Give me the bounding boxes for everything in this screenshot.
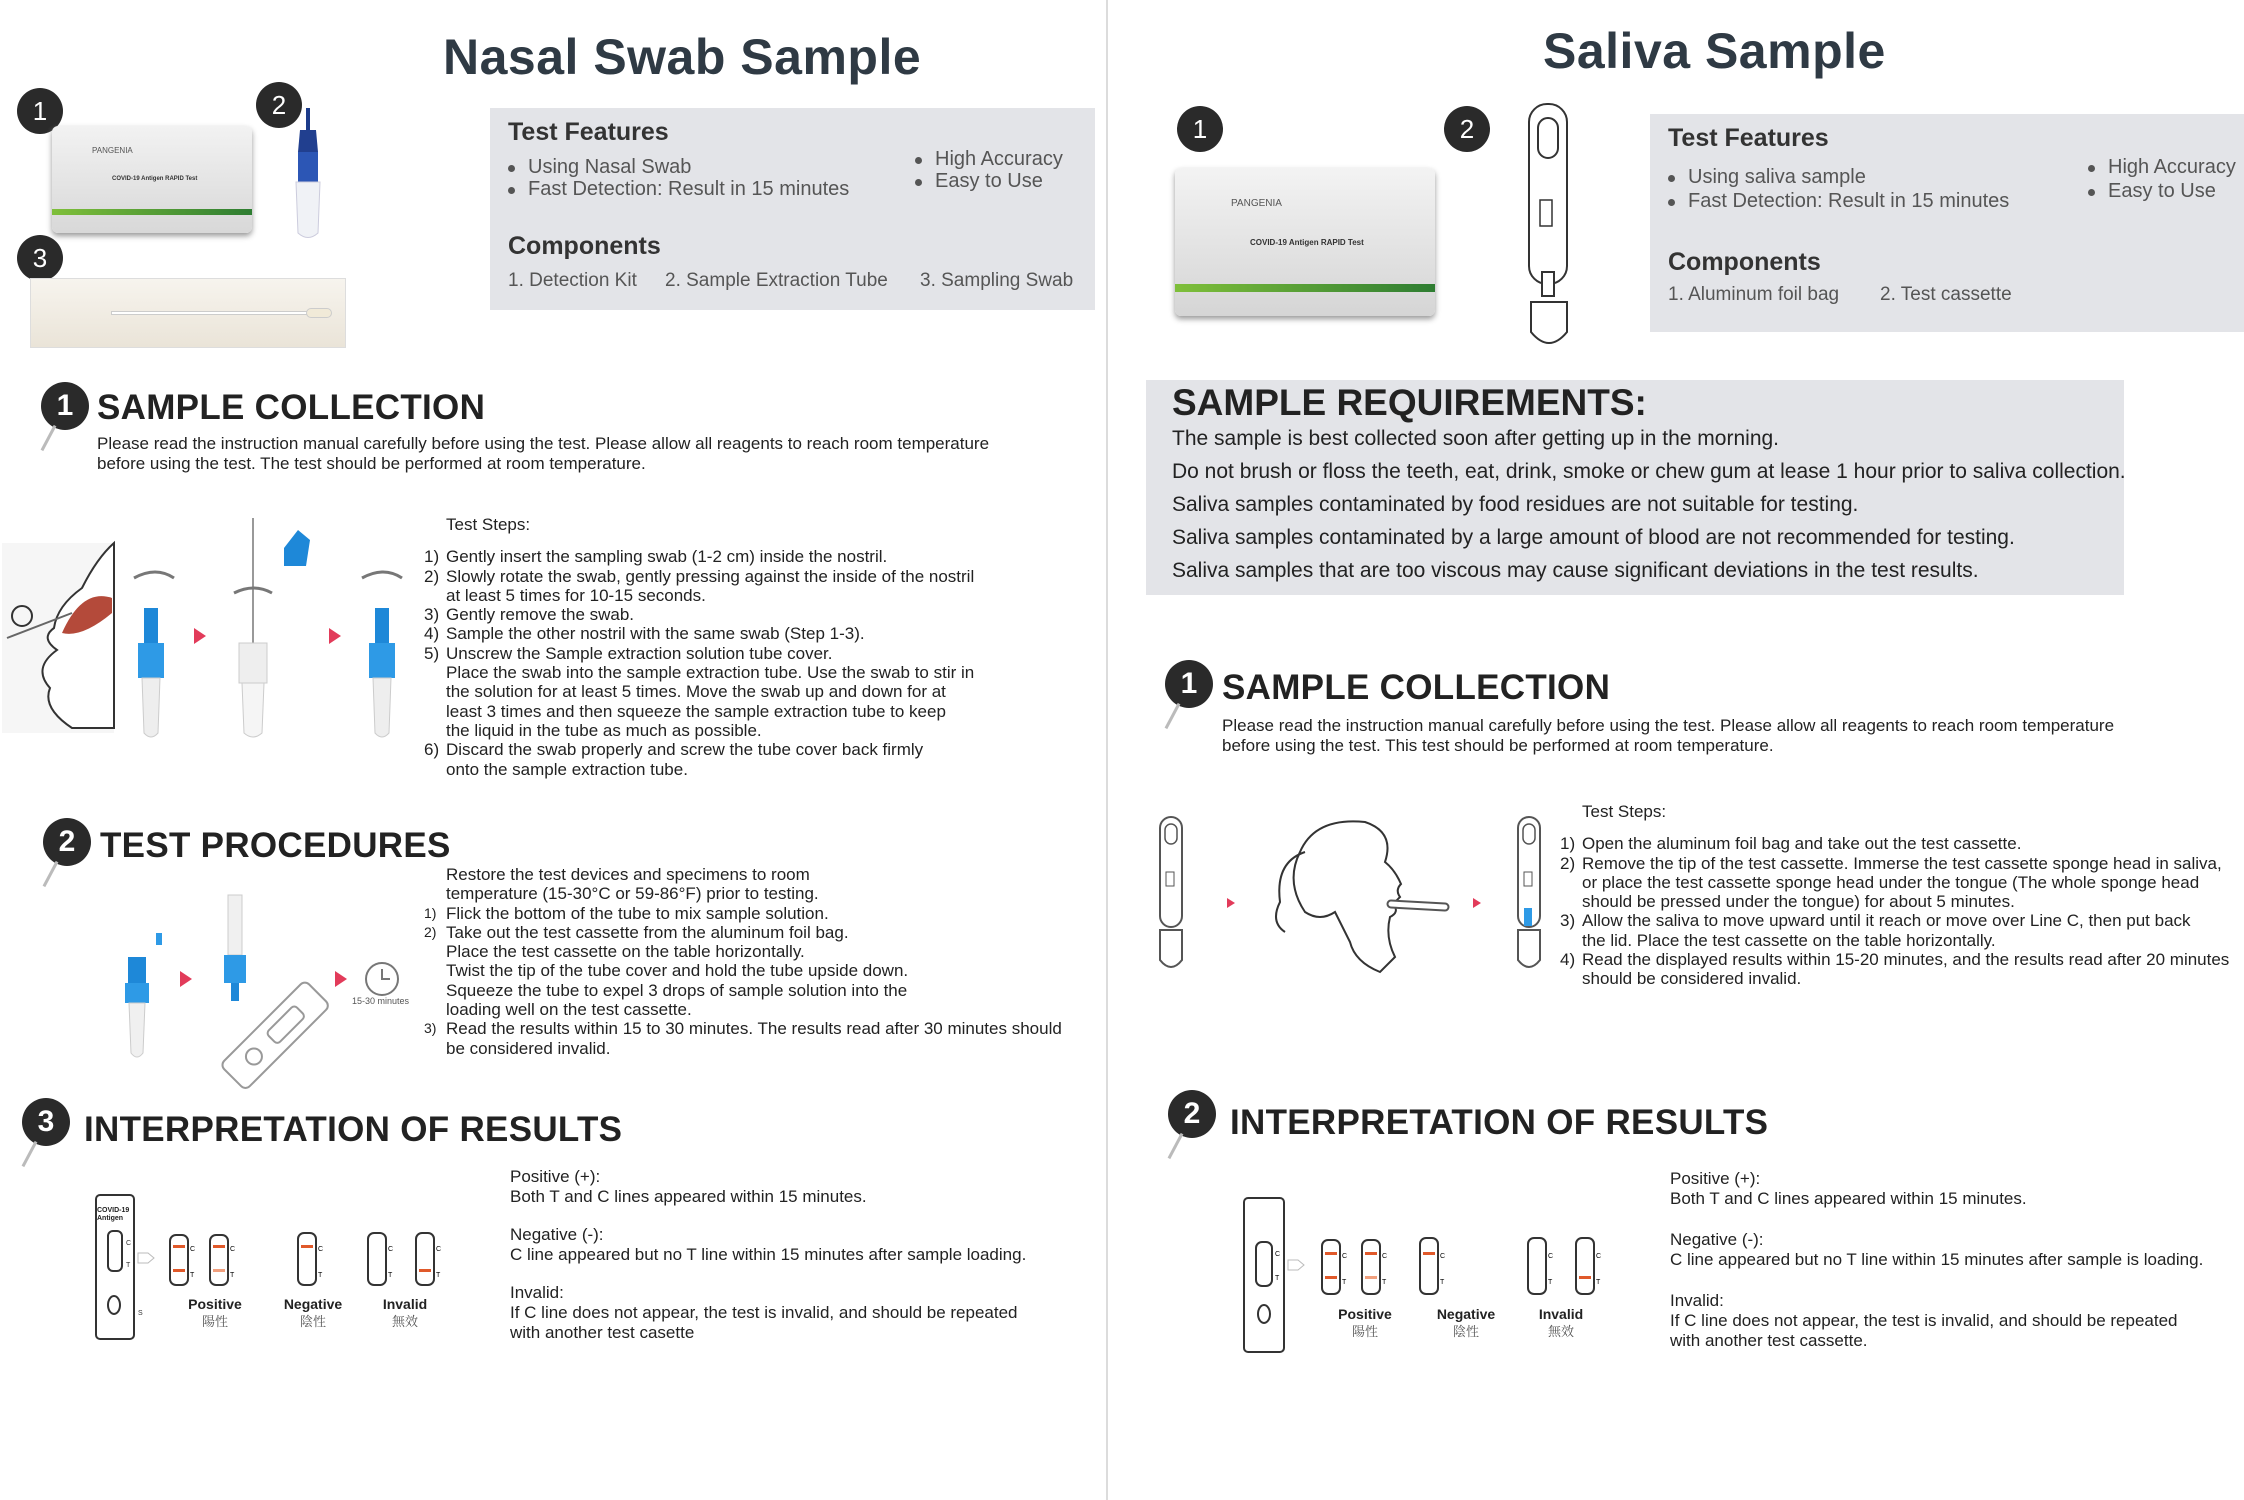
step-item: [424, 1019, 1094, 1058]
saliva-collection-illustration: [1155, 812, 1545, 982]
label-positive: Positive: [188, 1296, 242, 1312]
requirement-line: Saliva samples that are too viscous may cause significant deviations in the test results.: [1172, 559, 1979, 582]
feature-item: Easy to Use: [2108, 180, 2216, 202]
saliva-page-title: Saliva Sample: [1543, 23, 1886, 79]
collection-intro: Please read the instruction manual carefully before using the test. Please allow all reagents to reach room temperature before using the test. The test should be performed at room temperature.: [97, 434, 990, 473]
label-invalid: Invalid: [1538, 1306, 1584, 1322]
step-text: Remove the tip of the test cassette. Immerse the test cassette sponge head in saliva, or place the test cassette sponge head under the tongue (The whole sponge head should be pressed under the tongue) for about 5 minutes.: [1582, 853, 2222, 912]
svg-text:C: C: [1342, 1253, 1348, 1260]
label-positive-zh: 陽性: [201, 1314, 228, 1329]
extraction-tube-image: [290, 108, 330, 243]
feature-item: High Accuracy: [2108, 156, 2236, 178]
requirement-line: Do not brush or floss the teeth, eat, drink, smoke or chew gum at lease 1 hour prior to saliva collection.: [1172, 460, 2126, 483]
step-number: 3): [1560, 911, 1576, 931]
nasal-results-text: Positive (+): Both T and C lines appeared within 15 minutes. Negative (-): C line appeared but no T line within 15 minutes after sample loading. Invalid: If C line does not appear, the test is invalid, and should be repeated with another test casette: [510, 1167, 1027, 1342]
step-text: Read the displayed results within 15-20 minutes, and the results read after 20 minutes should be considered invalid.: [1582, 950, 2230, 989]
feature-item: Using Nasal Swab: [528, 156, 692, 178]
requirements-heading: SAMPLE REQUIREMENTS:: [1172, 382, 1647, 423]
kit-brand: PANGENIA: [92, 146, 133, 155]
foil-bag-image: [52, 126, 252, 233]
svg-text:C: C: [126, 1240, 132, 1247]
label-negative-zh: 陰性: [299, 1314, 326, 1329]
section-number-1: 1: [41, 382, 89, 430]
saliva-features-panel: [1650, 114, 2244, 332]
nasal-features-panel: [490, 108, 1095, 310]
photo-number-2: 2: [1444, 106, 1490, 152]
step-number: 1): [1560, 834, 1576, 854]
svg-text:T: T: [1382, 1279, 1387, 1286]
kit-brand: PANGENIA: [1231, 198, 1282, 209]
step-number: 5): [424, 643, 440, 663]
test-cassette-image: [1525, 104, 1575, 349]
step-item: [424, 923, 1094, 1019]
sample-requirements-panel: [1146, 380, 2124, 595]
timer-label: 15-30 minutes: [352, 996, 410, 1006]
svg-text:T: T: [190, 1272, 195, 1279]
step-item: [424, 644, 1084, 740]
invalid-strip-2: [1576, 1238, 1601, 1294]
nasal-page-title: Nasal Swab Sample: [443, 29, 922, 85]
step-number: 4): [1560, 950, 1576, 970]
negative-strip: [1420, 1238, 1445, 1294]
svg-text:T: T: [1440, 1279, 1445, 1286]
svg-text:T: T: [1548, 1279, 1553, 1286]
requirement-line: Saliva samples contaminated by a large amount of blood are not recommended for testing.: [1172, 526, 2015, 549]
svg-text:C: C: [230, 1246, 236, 1253]
section-number-2: 2: [1168, 1090, 1216, 1138]
component-item: 2. Sample Extraction Tube: [665, 270, 888, 291]
step-item: [424, 624, 1084, 643]
steps-title: Test Steps:: [446, 515, 531, 534]
step-number: 3): [424, 1020, 437, 1037]
component-item: 2. Test cassette: [1880, 284, 2012, 305]
kit-name: COVID-19 Antigen RAPID Test: [1250, 238, 1364, 247]
test-procedure-illustration: [120, 895, 420, 1075]
step-item: [1560, 911, 2240, 950]
step-number: 1): [424, 547, 440, 567]
nasal-collection-steps: [424, 515, 1084, 779]
label-invalid-zh: 無效: [1547, 1324, 1574, 1339]
features-heading: Test Features: [1668, 124, 1829, 152]
step-text: Discard the swab properly and screw the tube cover back firmly onto the sample extraction tube.: [446, 740, 924, 779]
svg-text:C: C: [318, 1246, 324, 1253]
step-item: [1560, 834, 2240, 853]
svg-text:C: C: [388, 1246, 394, 1253]
photo-number-2: 2: [256, 82, 302, 128]
step-item: [424, 904, 1094, 923]
step-number: 4): [424, 624, 440, 644]
requirement-line: The sample is best collected soon after getting up in the morning.: [1172, 427, 1780, 450]
feature-item: High Accuracy: [935, 148, 1063, 170]
feature-item: Using saliva sample: [1688, 166, 1866, 188]
kit-name: COVID-19 Antigen RAPID Test: [112, 176, 198, 182]
feature-item: Fast Detection: Result in 15 minutes: [1688, 190, 2010, 212]
svg-text:T: T: [1596, 1279, 1601, 1286]
step-text: Gently insert the sampling swab (1-2 cm) inside the nostril.: [446, 547, 888, 567]
positive-strip-2: [210, 1235, 235, 1285]
components-heading: Components: [508, 232, 661, 260]
step-number: 2): [1560, 853, 1576, 873]
step-number: 6): [424, 740, 440, 760]
label-negative-zh: 陰性: [1452, 1324, 1479, 1339]
photo-number-1: 1: [17, 88, 63, 134]
step-number: 2): [424, 923, 437, 940]
sample-collection-heading: SAMPLE COLLECTION: [1222, 668, 1611, 707]
svg-text:C: C: [1596, 1253, 1602, 1260]
invalid-strip-2: [416, 1233, 441, 1285]
step-number: 2): [424, 566, 440, 586]
svg-text:T: T: [1275, 1275, 1280, 1282]
svg-text:C: C: [1440, 1253, 1446, 1260]
positive-strip-1: [1322, 1240, 1347, 1294]
svg-text:C: C: [1382, 1253, 1388, 1260]
step-text: Gently remove the swab.: [446, 605, 635, 625]
photo-number-3: 3: [17, 235, 63, 281]
step-text: Sample the other nostril with the same swab (Step 1-3).: [446, 624, 865, 644]
label-negative: Negative: [1436, 1306, 1496, 1322]
svg-text:T: T: [126, 1262, 131, 1269]
feature-item: Easy to Use: [935, 170, 1043, 192]
cassette-label: COVID-19 Antigen: [97, 1207, 130, 1222]
svg-text:C: C: [436, 1246, 442, 1253]
step-item: [424, 740, 1084, 779]
section-number-1: 1: [1165, 660, 1213, 708]
svg-text:T: T: [318, 1272, 323, 1279]
requirement-line: Saliva samples contaminated by food residues are not suitable for testing.: [1172, 493, 1859, 516]
step-item: [424, 605, 1084, 624]
step-text: Take out the test cassette from the aluminum foil bag. Place the test cassette on the table horizontally. Twist the tip of the tube cover and hold the tube upside down. Squeeze the tube to expel 3 drops of sample solution into the loading well on the test cassette.: [446, 922, 909, 1020]
steps-title: Test Steps:: [1582, 802, 1667, 821]
svg-text:C: C: [190, 1246, 196, 1253]
section-number-3: 3: [22, 1098, 70, 1146]
step-text: Unscrew the Sample extraction solution tube cover. Place the swab into the sample extraction tube. Use the swab to stir in the solution for at least 5 times. Move the swab up and down for at least 3 times and then squeeze the sample extraction tube to keep the liquid in the tube as much as possible.: [446, 643, 975, 740]
features-heading: Test Features: [508, 118, 669, 146]
label-positive: Positive: [1338, 1306, 1392, 1322]
page-divider: [1106, 0, 1108, 1500]
step-item: [424, 547, 1084, 566]
section-number-2: 2: [43, 818, 91, 866]
step-text: Open the aluminum foil bag and take out the test cassette.: [1582, 834, 2022, 854]
svg-text:T: T: [388, 1272, 393, 1279]
step-item: [1560, 950, 2240, 989]
test-procedures-heading: TEST PROCEDURES: [100, 826, 451, 865]
components-heading: Components: [1668, 248, 1821, 276]
svg-text:T: T: [1342, 1279, 1347, 1286]
label-negative: Negative: [283, 1296, 343, 1312]
interpretation-heading: INTERPRETATION OF RESULTS: [1230, 1103, 1769, 1142]
step-item: [424, 865, 1094, 904]
foil-bag-image: [1175, 168, 1435, 316]
step-number: 1): [424, 904, 437, 921]
svg-text:T: T: [230, 1272, 235, 1279]
step-text: Slowly rotate the swab, gently pressing against the inside of the nostril at least 5 times for 10-15 seconds.: [446, 566, 975, 605]
label-invalid-zh: 無效: [391, 1314, 418, 1329]
step-number: [424, 865, 446, 904]
step-text: Read the results within 15 to 30 minutes. The results read after 30 minutes should be considered invalid.: [446, 1019, 1062, 1058]
swab-package-image: [30, 278, 346, 348]
step-item: [424, 567, 1084, 606]
sample-collection-heading: SAMPLE COLLECTION: [97, 388, 486, 427]
positive-strip-1: [170, 1235, 195, 1285]
interpretation-heading: INTERPRETATION OF RESULTS: [84, 1110, 623, 1149]
saliva-results-text: Positive (+): Both T and C lines appeared within 15 minutes. Negative (-): C line appeared but no T line within 15 minutes after sample is loading. Invalid: If C line does not appear, the test is invalid, and should be repeated with another test cassette.: [1670, 1169, 2204, 1350]
svg-text:S: S: [138, 1310, 143, 1317]
label-invalid: Invalid: [382, 1296, 428, 1312]
svg-text:T: T: [436, 1272, 441, 1279]
step-text: Restore the test devices and specimens to room temperature (15-30°C or 59-86°F) prior to testing.: [446, 865, 819, 904]
svg-text:C: C: [1275, 1251, 1281, 1258]
svg-text:C: C: [1548, 1253, 1554, 1260]
test-procedure-steps: [424, 865, 1094, 1058]
label-positive-zh: 陽性: [1351, 1324, 1378, 1339]
positive-strip-2: [1362, 1240, 1387, 1294]
saliva-collection-steps: [1560, 802, 2240, 989]
component-item: 1. Detection Kit: [508, 270, 637, 291]
negative-strip: [298, 1233, 323, 1285]
photo-number-1: 1: [1177, 106, 1223, 152]
collection-intro: Please read the instruction manual carefully before using the test. Please allow all reagents to reach room temperature before using the test. This test should be performed at room temperature.: [1222, 716, 2115, 755]
component-item: 1. Aluminum foil bag: [1668, 284, 1840, 305]
step-text: Flick the bottom of the tube to mix sample solution.: [446, 903, 829, 923]
nasal-swab-illustration: [2, 518, 402, 758]
component-item: 3. Sampling Swab: [920, 270, 1074, 291]
step-text: Allow the saliva to move upward until it reach or move over Line C, then put back the lid. Place the test cassette on the table horizontally.: [1582, 911, 2191, 950]
step-number: 3): [424, 605, 440, 625]
invalid-strip-1: [1528, 1238, 1553, 1294]
step-item: [1560, 854, 2240, 912]
feature-item: Fast Detection: Result in 15 minutes: [528, 178, 850, 200]
invalid-strip-1: [368, 1233, 393, 1285]
